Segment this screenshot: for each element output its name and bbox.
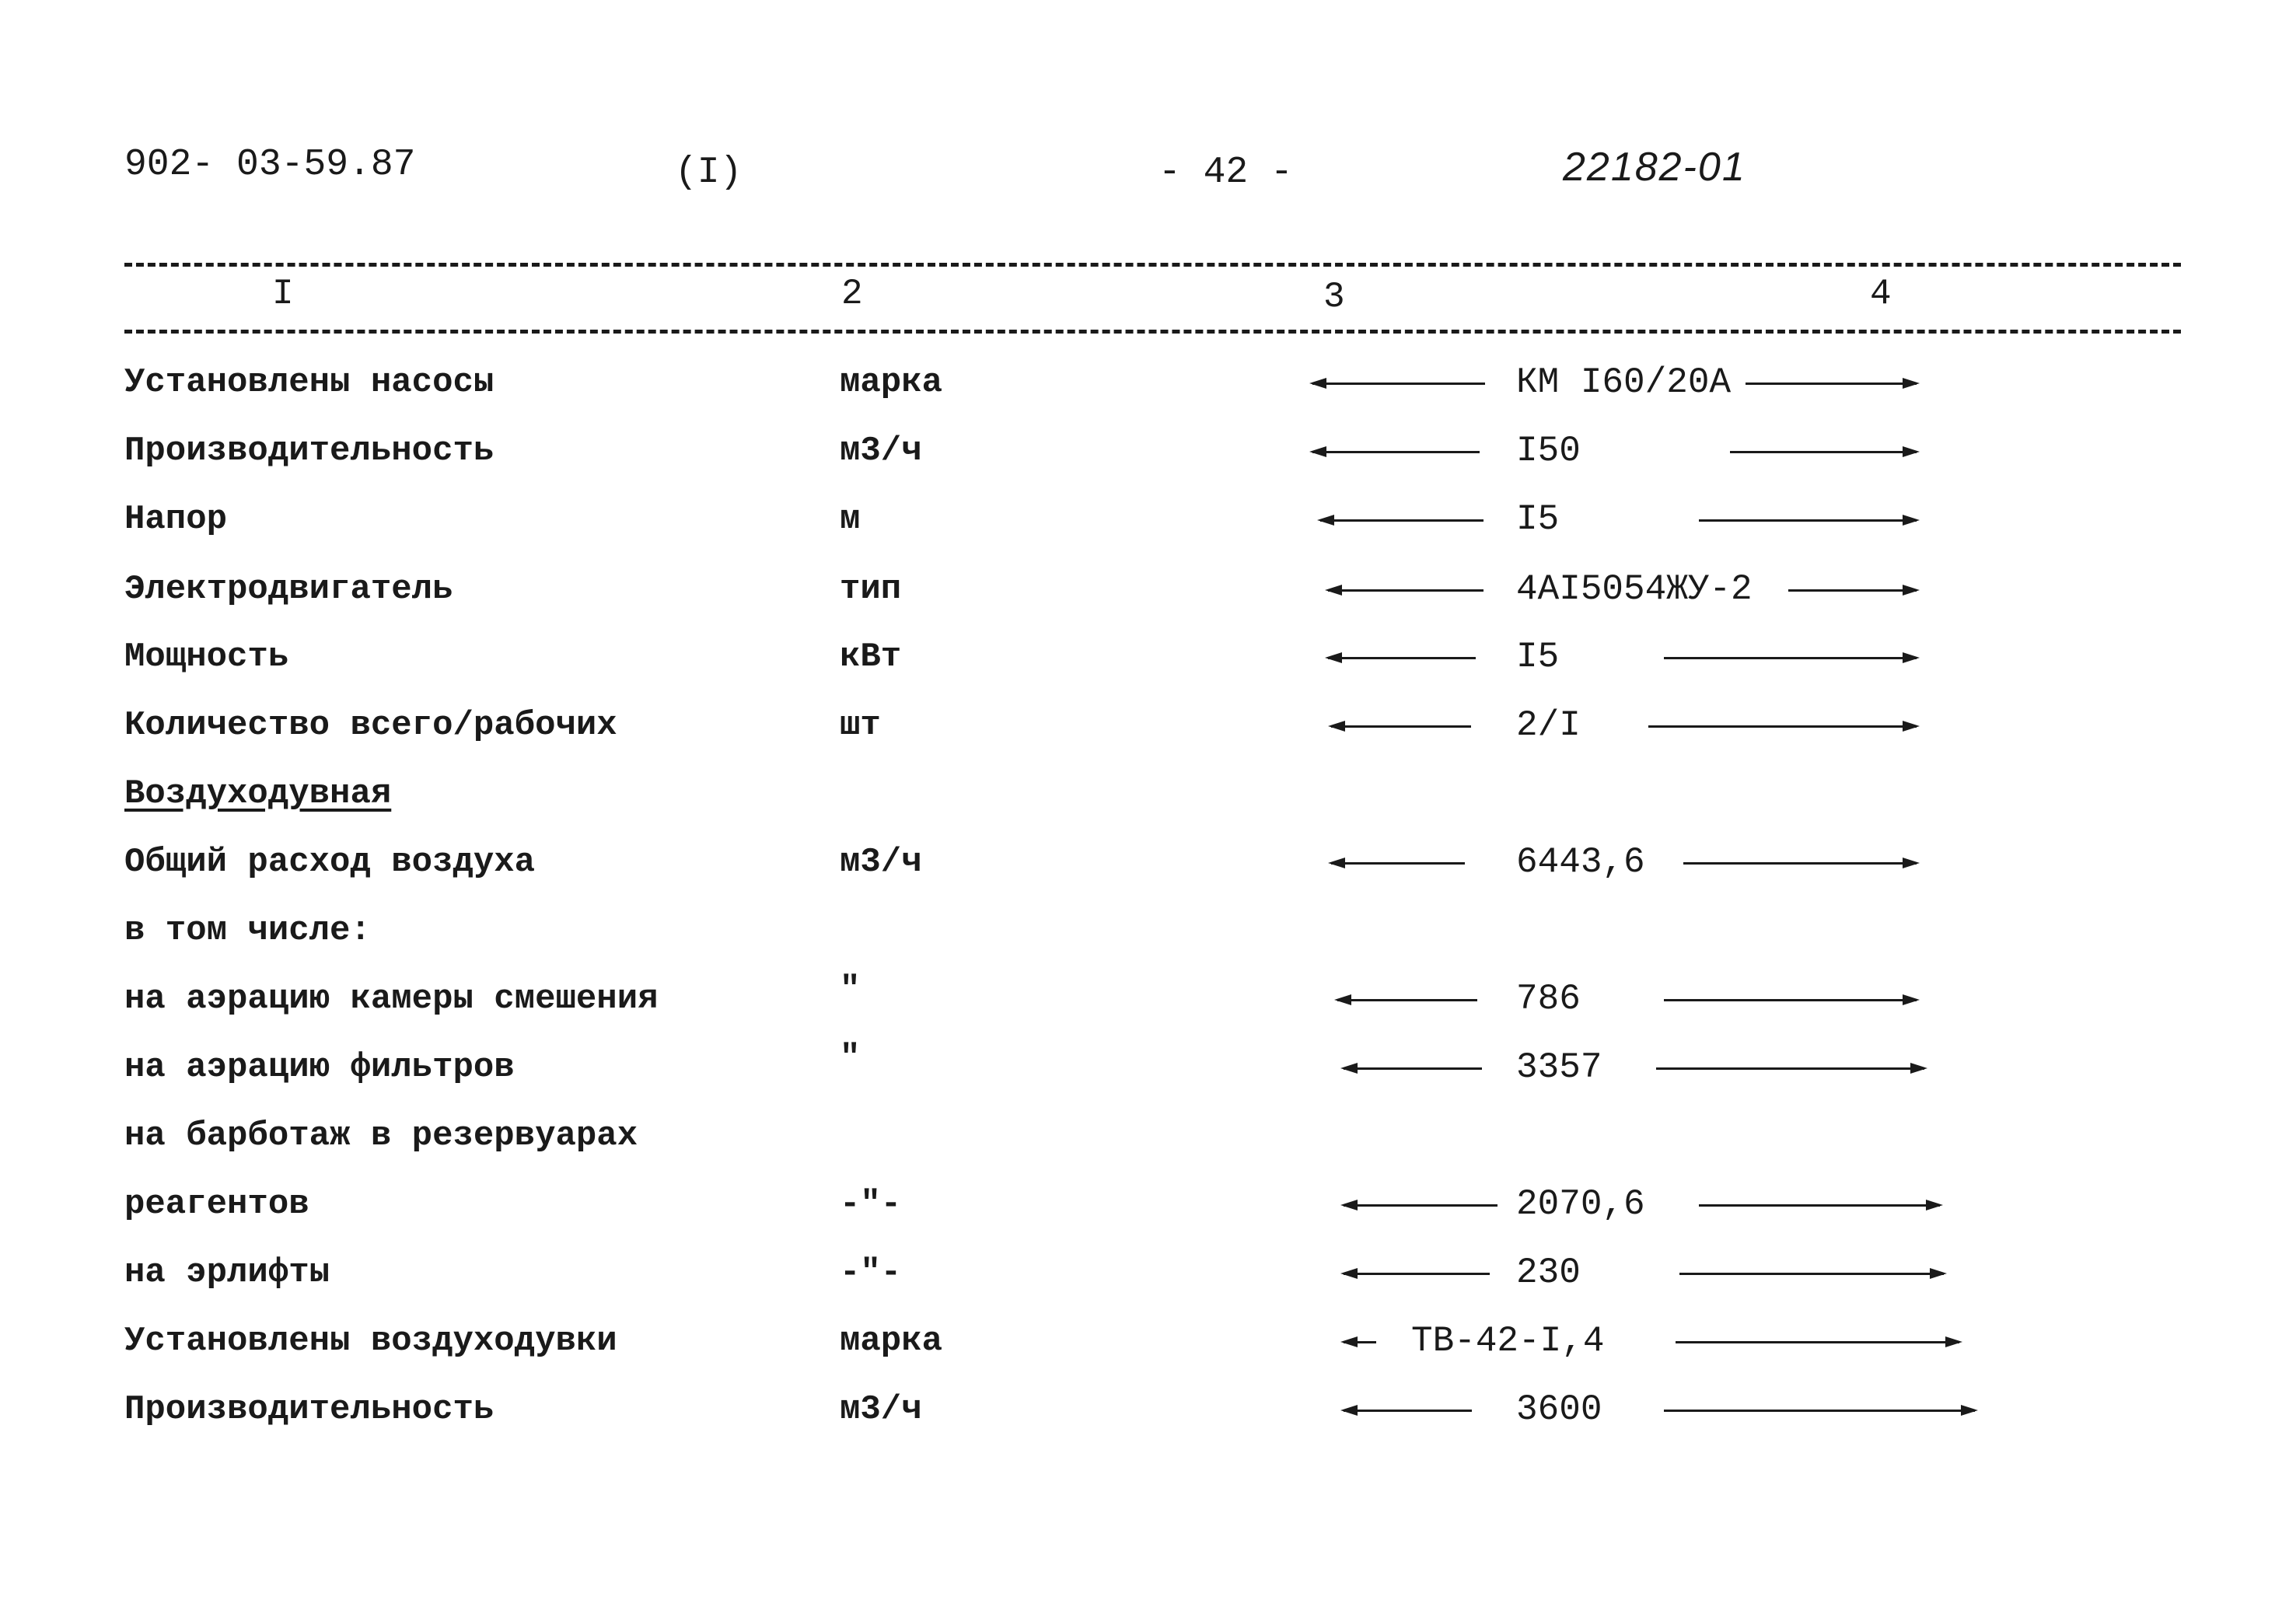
row-label: Производительность (124, 1390, 494, 1429)
left-arrow-icon (1331, 862, 1465, 865)
left-arrow-icon (1344, 1204, 1497, 1207)
right-arrow-icon (1699, 519, 1917, 522)
row-value: 4АI5054ЖУ-2 (1516, 569, 1753, 610)
column-number-2: 2 (841, 274, 863, 314)
sheet-code: 22182-01 (1563, 145, 1746, 190)
table-row (0, 1314, 2296, 1382)
row-unit: м (840, 500, 861, 539)
row-label: на аэрацию фильтров (124, 1048, 515, 1087)
left-arrow-icon (1344, 1341, 1376, 1343)
left-arrow-icon (1344, 1273, 1490, 1275)
row-value: 786 (1516, 979, 1581, 1019)
row-value: 2/I (1516, 705, 1581, 746)
table-row (0, 835, 2296, 903)
row-value: 3600 (1516, 1389, 1602, 1430)
table-row (0, 630, 2296, 698)
row-unit: -"- (840, 1253, 902, 1292)
left-arrow-icon (1328, 657, 1476, 659)
row-value: 230 (1516, 1252, 1581, 1293)
left-arrow-icon (1320, 519, 1483, 522)
left-arrow-icon (1312, 451, 1480, 453)
right-arrow-icon (1656, 1067, 1924, 1070)
row-unit: кВт (840, 638, 902, 676)
row-value: I5 (1516, 637, 1560, 677)
row-unit: " (840, 1039, 861, 1078)
row-value: 3357 (1516, 1047, 1602, 1088)
right-arrow-icon (1664, 657, 1917, 659)
right-arrow-icon (1648, 725, 1917, 728)
row-unit: марка (840, 1322, 943, 1361)
doc-code: 902- 03-59.87 (124, 144, 416, 186)
row-unit: тип (840, 570, 902, 609)
section-heading-row (0, 767, 2296, 835)
right-arrow-icon (1699, 1204, 1940, 1207)
row-label: Мощность (124, 638, 289, 676)
right-arrow-icon (1679, 1273, 1944, 1275)
row-label: Установлены воздуходувки (124, 1322, 617, 1361)
row-label: Общий расход воздуха (124, 843, 536, 882)
column-number-1: I (272, 274, 294, 314)
row-label: на аэрацию камеры смешения (124, 980, 659, 1018)
left-arrow-icon (1344, 1067, 1482, 1070)
left-arrow-icon (1331, 725, 1471, 728)
row-unit: " (840, 970, 861, 1009)
left-arrow-icon (1337, 999, 1477, 1001)
row-label: на барботаж в резервуарах (124, 1116, 638, 1155)
row-label: реагентов (124, 1185, 309, 1224)
row-value: КМ I60/20А (1516, 362, 1732, 403)
row-unit: м3/ч (840, 1390, 922, 1429)
row-label: на эрлифты (124, 1253, 330, 1292)
table-row (0, 972, 2296, 1040)
right-arrow-icon (1788, 589, 1917, 592)
doc-part: (I) (675, 152, 743, 194)
row-label: Количество всего/рабочих (124, 706, 617, 745)
left-arrow-icon (1344, 1410, 1472, 1412)
row-unit: шт (840, 706, 881, 745)
row-unit: м3/ч (840, 431, 922, 470)
table-row (0, 1040, 2296, 1109)
row-value: I5 (1516, 499, 1560, 540)
table-row (0, 698, 2296, 767)
header-top-divider (124, 263, 2181, 267)
row-label: Производительность (124, 431, 494, 470)
row-value: 6443,6 (1516, 842, 1645, 882)
section-heading: Воздуходувная (124, 774, 392, 813)
left-arrow-icon (1312, 383, 1485, 385)
left-arrow-icon (1328, 589, 1483, 592)
row-label: Напор (124, 500, 228, 539)
header-bottom-divider (124, 330, 2181, 334)
right-arrow-icon (1730, 451, 1917, 453)
right-arrow-icon (1683, 862, 1917, 865)
row-unit: марка (840, 363, 943, 402)
table-row (0, 1109, 2296, 1177)
right-arrow-icon (1664, 999, 1917, 1001)
row-unit: -"- (840, 1185, 902, 1224)
right-arrow-icon (1664, 1410, 1975, 1412)
table-row (0, 562, 2296, 631)
table-row (0, 1177, 2296, 1245)
column-number-4: 4 (1870, 274, 1892, 314)
row-value: ТВ-42-I,4 (1411, 1321, 1605, 1361)
row-label: Электродвигатель (124, 570, 453, 609)
column-number-3: 3 (1323, 277, 1345, 317)
row-label: Установлены насосы (124, 363, 494, 402)
row-value: 2070,6 (1516, 1184, 1645, 1224)
right-arrow-icon (1746, 383, 1917, 385)
row-label: в том числе: (124, 911, 371, 950)
table-row (0, 492, 2296, 561)
page-number: - 42 - (1158, 152, 1293, 194)
table-row (0, 355, 2296, 424)
table-row (0, 1382, 2296, 1451)
row-value: I50 (1516, 431, 1581, 471)
table-row (0, 424, 2296, 492)
table-row (0, 903, 2296, 972)
table-row (0, 1245, 2296, 1314)
right-arrow-icon (1676, 1341, 1959, 1343)
row-unit: м3/ч (840, 843, 922, 882)
